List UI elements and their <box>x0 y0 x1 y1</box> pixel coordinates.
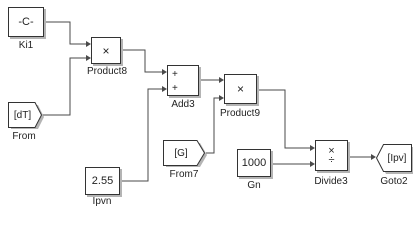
wire-from7-product9 <box>206 98 220 153</box>
ki1-value: -C- <box>18 16 34 28</box>
ipvn-label: Ipvn <box>92 196 112 207</box>
product8-symbol: × <box>102 43 110 58</box>
divide3-label: Divide3 <box>314 176 348 187</box>
add3-sign-2: + <box>172 83 178 94</box>
wire-from-product8 <box>42 58 86 115</box>
divide3-block[interactable] <box>315 140 348 171</box>
add3-label: Add3 <box>171 99 195 110</box>
wire-product8-add3 <box>122 50 162 72</box>
add3-block[interactable] <box>167 65 199 96</box>
from7-label: From7 <box>169 169 199 180</box>
divide3-divide-symbol: ÷ <box>328 153 335 166</box>
product8-block[interactable] <box>91 37 121 64</box>
ipvn-constant-block[interactable] <box>85 167 120 195</box>
product8-label: Product8 <box>86 66 128 77</box>
goto2-label: Goto2 <box>380 176 408 187</box>
from-tag: [dT] <box>13 109 32 121</box>
ki1-constant-block[interactable] <box>8 7 44 37</box>
from7-block[interactable] <box>163 140 205 166</box>
wire-ki1-product8 <box>45 22 86 44</box>
goto2-tag: [Ipv] <box>387 152 407 164</box>
divide3-symbols <box>328 144 335 166</box>
from-label: From <box>12 131 36 142</box>
divide3-multiply-symbol: × <box>328 144 335 157</box>
from7-tag: [G] <box>174 147 188 159</box>
product9-label: Product9 <box>219 108 261 119</box>
ki1-label: Ki1 <box>18 40 34 51</box>
from-block[interactable] <box>8 102 42 128</box>
product9-symbol: × <box>236 82 244 96</box>
add3-sign-1: + <box>172 69 178 80</box>
gn-value: 1000 <box>241 157 267 169</box>
ipvn-value: 2.55 <box>91 175 114 187</box>
product9-block[interactable] <box>224 74 257 104</box>
gn-constant-block[interactable] <box>237 149 271 177</box>
wire-ipvn-add3 <box>121 89 162 181</box>
wire-product9-divide3 <box>258 90 311 148</box>
goto2-block[interactable] <box>376 144 412 172</box>
gn-label: Gn <box>247 180 261 191</box>
